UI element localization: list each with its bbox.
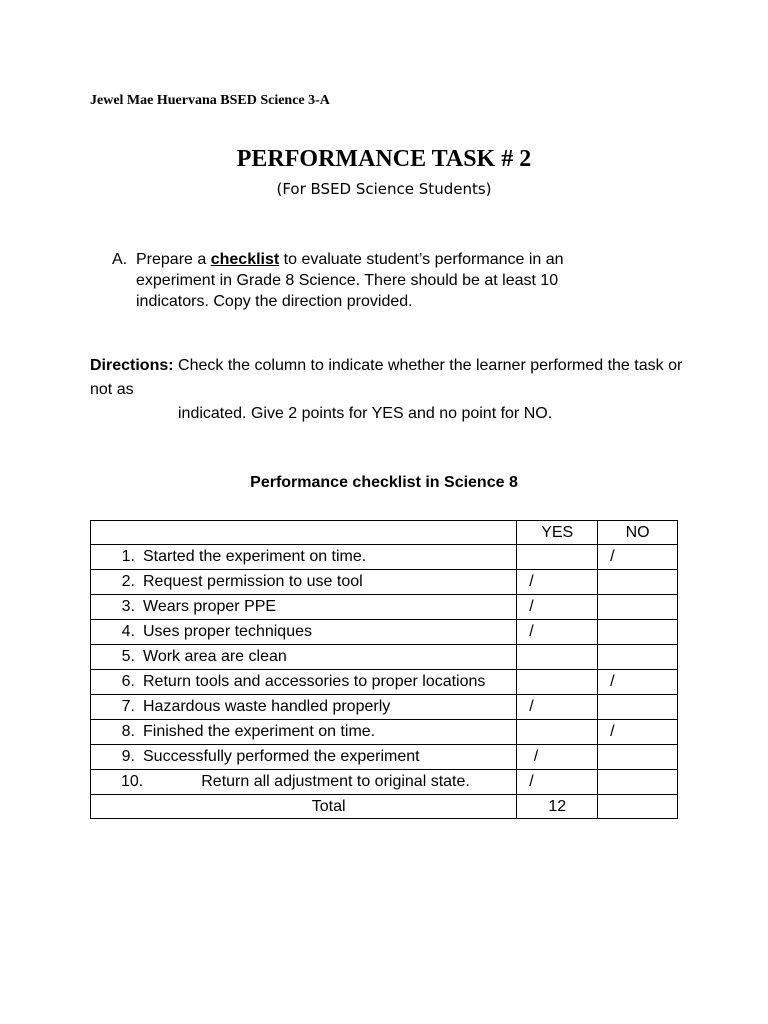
table-row	[91, 770, 678, 795]
indicator-number: 2.	[121, 573, 135, 590]
indicator-label: Work area are clean	[143, 648, 287, 665]
indicator-number: 7.	[121, 698, 135, 715]
no-cell[interactable]	[598, 770, 678, 795]
indicator-cell	[91, 720, 517, 745]
checklist-title: Performance checklist in Science 8	[250, 474, 518, 491]
indicator-cell	[91, 645, 517, 670]
no-cell[interactable]	[598, 595, 678, 620]
indicator-number: 1.	[121, 548, 135, 565]
indicator-label: Return all adjustment to original state.	[201, 773, 470, 790]
author-line: Jewel Mae Huervana BSED Science 3-A	[90, 93, 330, 108]
indicator	[91, 620, 516, 644]
no-cell[interactable]	[598, 645, 678, 670]
no-cell[interactable]: /	[598, 670, 678, 695]
directions-text: Check the column to indicate whether the learner performed the task or not as	[90, 357, 683, 398]
page-title: PERFORMANCE TASK # 2	[236, 146, 532, 172]
table-row	[91, 695, 678, 720]
indicator-label: Successfully performed the experiment	[143, 748, 420, 765]
yes-cell[interactable]	[517, 645, 598, 670]
directions-continued: indicated. Give 2 points for YES and no point for NO.	[178, 405, 553, 422]
indicator-number: 9.	[121, 748, 135, 765]
table-row	[91, 720, 678, 745]
table-row	[91, 620, 678, 645]
no-cell[interactable]	[598, 745, 678, 770]
indicator-cell	[91, 695, 517, 720]
indicator-label: Request permission to use tool	[143, 573, 363, 590]
indicator-label: Uses proper techniques	[143, 623, 312, 640]
yes-cell[interactable]: /	[517, 570, 598, 595]
header-no: NO	[598, 521, 678, 545]
indicator	[91, 770, 516, 794]
item-a-text-before: Prepare a	[136, 251, 211, 268]
yes-cell[interactable]: /	[517, 695, 598, 720]
indicator-cell	[91, 595, 517, 620]
total-no-value	[598, 795, 678, 819]
no-cell[interactable]: /	[598, 720, 678, 745]
indicator-label: Finished the experiment on time.	[143, 723, 376, 740]
header-indicator-cell	[91, 521, 517, 545]
yes-cell[interactable]	[517, 720, 598, 745]
indicator-cell	[91, 545, 517, 570]
yes-cell[interactable]: /	[517, 770, 598, 795]
indicator-cell	[91, 570, 517, 595]
indicator	[91, 645, 516, 669]
indicator	[91, 670, 516, 694]
indicator-cell	[91, 620, 517, 645]
yes-cell[interactable]: /	[517, 620, 598, 645]
checklist-table	[90, 520, 678, 819]
no-cell[interactable]	[598, 695, 678, 720]
directions-label: Directions:	[90, 357, 174, 374]
indicator-number: 3.	[121, 598, 135, 615]
checklist-body	[91, 521, 678, 819]
item-a-marker: A.	[112, 251, 128, 268]
indicator-label: Wears proper PPE	[143, 598, 277, 615]
header-row	[91, 521, 678, 545]
indicator-number: 8.	[121, 723, 135, 740]
no-cell[interactable]: /	[598, 545, 678, 570]
indicator-number: 4.	[121, 623, 135, 640]
item-a-text-after: to evaluate student’s performance in an experiment in Grade 8 Science. There should be at least 10 indicators. Copy the direction provided.	[136, 251, 564, 310]
indicator	[91, 695, 516, 719]
directions-line	[90, 354, 690, 402]
table-row	[91, 645, 678, 670]
indicator	[91, 720, 516, 744]
total-label: Total	[91, 795, 517, 819]
indicator-number: 6.	[121, 673, 135, 690]
yes-cell[interactable]	[517, 670, 598, 695]
yes-cell[interactable]	[517, 545, 598, 570]
no-cell[interactable]	[598, 570, 678, 595]
table-row	[91, 545, 678, 570]
table-row	[91, 595, 678, 620]
indicator-number: 5.	[121, 648, 135, 665]
directions-paragraph	[90, 354, 690, 422]
page-subtitle: (For BSED Science Students)	[276, 180, 492, 198]
indicator	[91, 545, 516, 569]
instruction-item-a	[112, 249, 632, 312]
total-yes-value: 12	[517, 795, 598, 819]
no-cell[interactable]	[598, 620, 678, 645]
indicator	[91, 595, 516, 619]
indicator-label: Started the experiment on time.	[143, 548, 367, 565]
indicator-cell	[91, 670, 517, 695]
item-a-body	[136, 249, 632, 312]
indicator	[91, 570, 516, 594]
item-a-keyword: checklist	[210, 251, 280, 268]
indicator-label: Hazardous waste handled properly	[143, 698, 391, 715]
indicator	[91, 745, 516, 769]
table-row	[91, 745, 678, 770]
total-row	[91, 795, 678, 819]
yes-cell[interactable]: /	[517, 595, 598, 620]
indicator-cell	[91, 745, 517, 770]
indicator-cell	[91, 770, 517, 795]
indicator-label: Return tools and accessories to proper locations	[143, 673, 486, 690]
table-row	[91, 570, 678, 595]
yes-cell[interactable]: /	[517, 745, 598, 770]
indicator-number: 10.	[121, 773, 144, 790]
header-yes: YES	[517, 521, 598, 545]
table-row	[91, 670, 678, 695]
